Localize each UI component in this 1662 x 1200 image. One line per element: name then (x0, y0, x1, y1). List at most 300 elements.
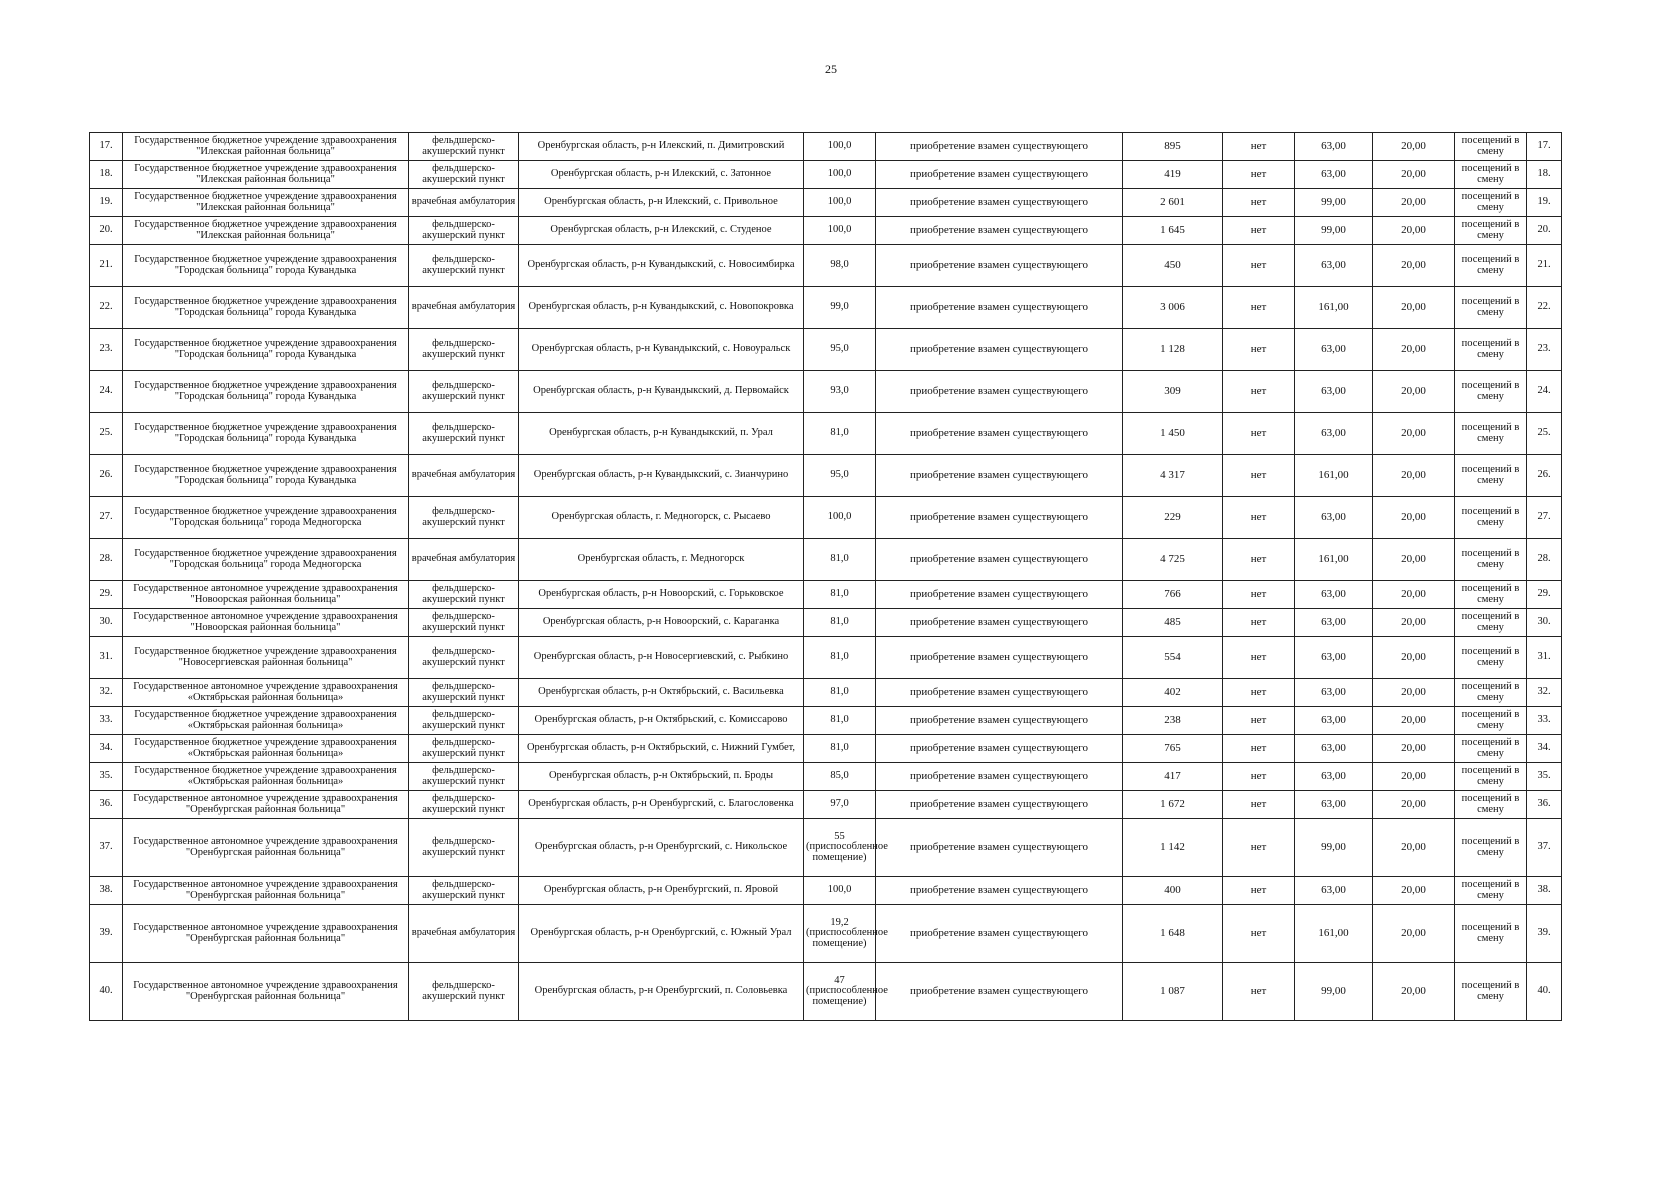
value-1-cell: 63,00 (1295, 581, 1373, 609)
value-2-cell: 20,00 (1373, 455, 1455, 497)
flag-cell: нет (1223, 329, 1295, 371)
facility-type-cell: фельдшерско-акушерский пункт (409, 329, 519, 371)
row-number-right-cell: 17. (1527, 133, 1562, 161)
population-cell: 485 (1123, 609, 1223, 637)
area-cell: 47 (приспособленное помещение) (804, 963, 876, 1021)
row-number-cell: 35. (90, 763, 123, 791)
flag-cell: нет (1223, 371, 1295, 413)
facility-type-cell: фельдшерско-акушерский пункт (409, 371, 519, 413)
value-1-cell: 63,00 (1295, 637, 1373, 679)
value-1-cell: 161,00 (1295, 905, 1373, 963)
action-cell: приобретение взамен существующего (876, 413, 1123, 455)
action-cell: приобретение взамен существующего (876, 539, 1123, 581)
organization-cell: Государственное бюджетное учреждение здравоохранения «Октябрьская районная больница» (123, 707, 409, 735)
area-cell: 81,0 (804, 539, 876, 581)
row-number-right-cell: 36. (1527, 791, 1562, 819)
value-2-cell: 20,00 (1373, 877, 1455, 905)
area-cell: 100,0 (804, 189, 876, 217)
organization-cell: Государственное бюджетное учреждение здравоохранения "Городская больница" города Кувандыка (123, 371, 409, 413)
row-number-right-cell: 22. (1527, 287, 1562, 329)
area-cell: 81,0 (804, 637, 876, 679)
unit-cell: посещений в смену (1455, 581, 1527, 609)
flag-cell: нет (1223, 763, 1295, 791)
unit-cell: посещений в смену (1455, 905, 1527, 963)
facility-type-cell: фельдшерско-акушерский пункт (409, 791, 519, 819)
value-2-cell: 20,00 (1373, 581, 1455, 609)
row-number-cell: 28. (90, 539, 123, 581)
value-1-cell: 99,00 (1295, 963, 1373, 1021)
facility-type-cell: фельдшерско-акушерский пункт (409, 819, 519, 877)
population-cell: 309 (1123, 371, 1223, 413)
area-cell: 81,0 (804, 735, 876, 763)
row-number-cell: 17. (90, 133, 123, 161)
flag-cell: нет (1223, 679, 1295, 707)
action-cell: приобретение взамен существующего (876, 161, 1123, 189)
organization-cell: Государственное бюджетное учреждение здравоохранения "Городская больница" города Кувандыка (123, 455, 409, 497)
address-cell: Оренбургская область, р-н Оренбургский, с. Южный Урал (519, 905, 804, 963)
unit-cell: посещений в смену (1455, 413, 1527, 455)
organization-cell: Государственное автономное учреждение здравоохранения "Оренбургская районная больница" (123, 819, 409, 877)
organization-cell: Государственное бюджетное учреждение здравоохранения "Илекская районная больница" (123, 161, 409, 189)
row-number-cell: 19. (90, 189, 123, 217)
action-cell: приобретение взамен существующего (876, 609, 1123, 637)
population-cell: 229 (1123, 497, 1223, 539)
area-cell: 99,0 (804, 287, 876, 329)
row-number-right-cell: 20. (1527, 217, 1562, 245)
address-cell: Оренбургская область, р-н Кувандыкский, с. Зианчурино (519, 455, 804, 497)
value-2-cell: 20,00 (1373, 637, 1455, 679)
unit-cell: посещений в смену (1455, 735, 1527, 763)
row-number-cell: 32. (90, 679, 123, 707)
unit-cell: посещений в смену (1455, 217, 1527, 245)
organization-cell: Государственное бюджетное учреждение здравоохранения "Городская больница" города Медногорска (123, 539, 409, 581)
flag-cell: нет (1223, 413, 1295, 455)
value-1-cell: 63,00 (1295, 133, 1373, 161)
row-number-right-cell: 37. (1527, 819, 1562, 877)
address-cell: Оренбургская область, р-н Новосергиевский, с. Рыбкино (519, 637, 804, 679)
value-1-cell: 63,00 (1295, 413, 1373, 455)
action-cell: приобретение взамен существующего (876, 455, 1123, 497)
facility-type-cell: фельдшерско-акушерский пункт (409, 707, 519, 735)
area-cell: 93,0 (804, 371, 876, 413)
address-cell: Оренбургская область, р-н Кувандыкский, д. Первомайск (519, 371, 804, 413)
row-number-cell: 18. (90, 161, 123, 189)
action-cell: приобретение взамен существующего (876, 581, 1123, 609)
flag-cell: нет (1223, 245, 1295, 287)
facility-type-cell: врачебная амбулатория (409, 905, 519, 963)
action-cell: приобретение взамен существующего (876, 287, 1123, 329)
row-number-cell: 22. (90, 287, 123, 329)
row-number-cell: 29. (90, 581, 123, 609)
organization-cell: Государственное бюджетное учреждение здравоохранения "Илекская районная больница" (123, 217, 409, 245)
flag-cell: нет (1223, 161, 1295, 189)
population-cell: 238 (1123, 707, 1223, 735)
row-number-cell: 33. (90, 707, 123, 735)
unit-cell: посещений в смену (1455, 287, 1527, 329)
flag-cell: нет (1223, 735, 1295, 763)
population-cell: 4 725 (1123, 539, 1223, 581)
table-row (90, 819, 1562, 877)
row-number-cell: 20. (90, 217, 123, 245)
organization-cell: Государственное бюджетное учреждение здравоохранения "Городская больница" города Кувандыка (123, 329, 409, 371)
facility-type-cell: врачебная амбулатория (409, 287, 519, 329)
organization-cell: Государственное бюджетное учреждение здравоохранения "Городская больница" города Кувандыка (123, 245, 409, 287)
flag-cell: нет (1223, 963, 1295, 1021)
address-cell: Оренбургская область, р-н Оренбургский, с. Благословенка (519, 791, 804, 819)
organization-cell: Государственное автономное учреждение здравоохранения "Оренбургская районная больница" (123, 905, 409, 963)
address-cell: Оренбургская область, р-н Оренбургский, с. Никольское (519, 819, 804, 877)
population-cell: 766 (1123, 581, 1223, 609)
value-2-cell: 20,00 (1373, 371, 1455, 413)
facility-type-cell: фельдшерско-акушерский пункт (409, 133, 519, 161)
facility-type-cell: фельдшерско-акушерский пункт (409, 609, 519, 637)
facility-type-cell: фельдшерско-акушерский пункт (409, 679, 519, 707)
row-number-right-cell: 39. (1527, 905, 1562, 963)
value-1-cell: 63,00 (1295, 679, 1373, 707)
address-cell: Оренбургская область, р-н Октябрьский, с. Нижний Гумбет, (519, 735, 804, 763)
population-cell: 895 (1123, 133, 1223, 161)
area-cell: 98,0 (804, 245, 876, 287)
address-cell: Оренбургская область, р-н Илекский, с. Студеное (519, 217, 804, 245)
table-row (90, 245, 1562, 287)
row-number-cell: 27. (90, 497, 123, 539)
value-1-cell: 63,00 (1295, 763, 1373, 791)
action-cell: приобретение взамен существующего (876, 877, 1123, 905)
row-number-right-cell: 34. (1527, 735, 1562, 763)
row-number-right-cell: 23. (1527, 329, 1562, 371)
facility-type-cell: фельдшерско-акушерский пункт (409, 413, 519, 455)
value-2-cell: 20,00 (1373, 161, 1455, 189)
action-cell: приобретение взамен существующего (876, 189, 1123, 217)
organization-cell: Государственное бюджетное учреждение здравоохранения "Илекская районная больница" (123, 189, 409, 217)
address-cell: Оренбургская область, р-н Октябрьский, с. Комиссарово (519, 707, 804, 735)
organization-cell: Государственное бюджетное учреждение здравоохранения «Октябрьская районная больница» (123, 763, 409, 791)
value-2-cell: 20,00 (1373, 497, 1455, 539)
action-cell: приобретение взамен существующего (876, 329, 1123, 371)
table-row (90, 877, 1562, 905)
unit-cell: посещений в смену (1455, 609, 1527, 637)
organization-cell: Государственное бюджетное учреждение здравоохранения "Илекская районная больница" (123, 133, 409, 161)
row-number-cell: 30. (90, 609, 123, 637)
area-cell: 95,0 (804, 329, 876, 371)
area-cell: 81,0 (804, 707, 876, 735)
organization-cell: Государственное автономное учреждение здравоохранения "Оренбургская районная больница" (123, 963, 409, 1021)
action-cell: приобретение взамен существующего (876, 497, 1123, 539)
action-cell: приобретение взамен существующего (876, 217, 1123, 245)
action-cell: приобретение взамен существующего (876, 679, 1123, 707)
facility-type-cell: фельдшерско-акушерский пункт (409, 877, 519, 905)
value-1-cell: 63,00 (1295, 497, 1373, 539)
value-1-cell: 99,00 (1295, 819, 1373, 877)
area-cell: 100,0 (804, 161, 876, 189)
value-1-cell: 63,00 (1295, 161, 1373, 189)
value-2-cell: 20,00 (1373, 679, 1455, 707)
population-cell: 402 (1123, 679, 1223, 707)
value-1-cell: 63,00 (1295, 609, 1373, 637)
area-cell: 81,0 (804, 609, 876, 637)
unit-cell: посещений в смену (1455, 245, 1527, 287)
action-cell: приобретение взамен существующего (876, 763, 1123, 791)
row-number-right-cell: 24. (1527, 371, 1562, 413)
value-2-cell: 20,00 (1373, 539, 1455, 581)
address-cell: Оренбургская область, р-н Кувандыкский, с. Новоуральск (519, 329, 804, 371)
organization-cell: Государственное бюджетное учреждение здравоохранения "Новосергиевская районная больница" (123, 637, 409, 679)
action-cell: приобретение взамен существующего (876, 637, 1123, 679)
unit-cell: посещений в смену (1455, 763, 1527, 791)
flag-cell: нет (1223, 539, 1295, 581)
row-number-cell: 31. (90, 637, 123, 679)
value-2-cell: 20,00 (1373, 819, 1455, 877)
address-cell: Оренбургская область, р-н Октябрьский, с. Васильевка (519, 679, 804, 707)
facility-type-cell: фельдшерско-акушерский пункт (409, 245, 519, 287)
row-number-cell: 21. (90, 245, 123, 287)
area-cell: 95,0 (804, 455, 876, 497)
value-1-cell: 63,00 (1295, 791, 1373, 819)
flag-cell: нет (1223, 707, 1295, 735)
table-row (90, 287, 1562, 329)
facility-type-cell: врачебная амбулатория (409, 539, 519, 581)
flag-cell: нет (1223, 455, 1295, 497)
facility-type-cell: фельдшерско-акушерский пункт (409, 763, 519, 791)
population-cell: 4 317 (1123, 455, 1223, 497)
facility-type-cell: фельдшерско-акушерский пункт (409, 637, 519, 679)
value-1-cell: 63,00 (1295, 877, 1373, 905)
population-cell: 1 645 (1123, 217, 1223, 245)
table-row (90, 329, 1562, 371)
row-number-right-cell: 35. (1527, 763, 1562, 791)
value-2-cell: 20,00 (1373, 963, 1455, 1021)
value-2-cell: 20,00 (1373, 707, 1455, 735)
population-cell: 400 (1123, 877, 1223, 905)
organization-cell: Государственное автономное учреждение здравоохранения «Октябрьская районная больница» (123, 679, 409, 707)
organization-cell: Государственное автономное учреждение здравоохранения "Новоорская районная больница" (123, 581, 409, 609)
address-cell: Оренбургская область, г. Медногорск, с. Рысаево (519, 497, 804, 539)
action-cell: приобретение взамен существующего (876, 133, 1123, 161)
table-row (90, 763, 1562, 791)
value-1-cell: 63,00 (1295, 245, 1373, 287)
facility-type-cell: фельдшерско-акушерский пункт (409, 161, 519, 189)
address-cell: Оренбургская область, р-н Кувандыкский, с. Новопокровка (519, 287, 804, 329)
area-cell: 100,0 (804, 133, 876, 161)
row-number-right-cell: 40. (1527, 963, 1562, 1021)
area-cell: 97,0 (804, 791, 876, 819)
value-2-cell: 20,00 (1373, 791, 1455, 819)
row-number-cell: 23. (90, 329, 123, 371)
action-cell: приобретение взамен существующего (876, 371, 1123, 413)
value-1-cell: 99,00 (1295, 217, 1373, 245)
value-1-cell: 161,00 (1295, 287, 1373, 329)
area-cell: 100,0 (804, 497, 876, 539)
address-cell: Оренбургская область, р-н Оренбургский, п. Соловьевка (519, 963, 804, 1021)
unit-cell: посещений в смену (1455, 707, 1527, 735)
page-number: 25 (825, 62, 837, 76)
table-row (90, 413, 1562, 455)
action-cell: приобретение взамен существующего (876, 819, 1123, 877)
facility-type-cell: врачебная амбулатория (409, 189, 519, 217)
table-row (90, 735, 1562, 763)
population-cell: 1 142 (1123, 819, 1223, 877)
table-row (90, 707, 1562, 735)
value-1-cell: 99,00 (1295, 189, 1373, 217)
row-number-right-cell: 25. (1527, 413, 1562, 455)
area-cell: 81,0 (804, 581, 876, 609)
area-cell: 19,2 (приспособленное помещение) (804, 905, 876, 963)
population-cell: 554 (1123, 637, 1223, 679)
area-cell: 81,0 (804, 413, 876, 455)
address-cell: Оренбургская область, р-н Илекский, п. Димитровский (519, 133, 804, 161)
value-2-cell: 20,00 (1373, 905, 1455, 963)
row-number-cell: 25. (90, 413, 123, 455)
facility-type-cell: фельдшерско-акушерский пункт (409, 581, 519, 609)
area-cell: 85,0 (804, 763, 876, 791)
address-cell: Оренбургская область, р-н Кувандыкский, п. Урал (519, 413, 804, 455)
table-row (90, 963, 1562, 1021)
flag-cell: нет (1223, 287, 1295, 329)
address-cell: Оренбургская область, р-н Илекский, с. Привольное (519, 189, 804, 217)
population-cell: 417 (1123, 763, 1223, 791)
action-cell: приобретение взамен существующего (876, 735, 1123, 763)
row-number-right-cell: 30. (1527, 609, 1562, 637)
address-cell: Оренбургская область, р-н Оренбургский, п. Яровой (519, 877, 804, 905)
table-row (90, 637, 1562, 679)
row-number-right-cell: 27. (1527, 497, 1562, 539)
table-row (90, 189, 1562, 217)
organization-cell: Государственное бюджетное учреждение здравоохранения "Городская больница" города Кувандыка (123, 413, 409, 455)
table-row (90, 791, 1562, 819)
value-1-cell: 63,00 (1295, 371, 1373, 413)
population-cell: 1 672 (1123, 791, 1223, 819)
table-row (90, 217, 1562, 245)
unit-cell: посещений в смену (1455, 679, 1527, 707)
unit-cell: посещений в смену (1455, 133, 1527, 161)
unit-cell: посещений в смену (1455, 877, 1527, 905)
row-number-right-cell: 18. (1527, 161, 1562, 189)
value-2-cell: 20,00 (1373, 735, 1455, 763)
organization-cell: Государственное автономное учреждение здравоохранения "Оренбургская районная больница" (123, 877, 409, 905)
unit-cell: посещений в смену (1455, 539, 1527, 581)
organization-cell: Государственное автономное учреждение здравоохранения "Оренбургская районная больница" (123, 791, 409, 819)
population-cell: 1 128 (1123, 329, 1223, 371)
value-2-cell: 20,00 (1373, 217, 1455, 245)
row-number-cell: 36. (90, 791, 123, 819)
table-row (90, 133, 1562, 161)
row-number-cell: 38. (90, 877, 123, 905)
unit-cell: посещений в смену (1455, 161, 1527, 189)
action-cell: приобретение взамен существующего (876, 791, 1123, 819)
facilities-table (89, 132, 1562, 1021)
address-cell: Оренбургская область, р-н Октябрьский, п. Броды (519, 763, 804, 791)
table-row (90, 609, 1562, 637)
action-cell: приобретение взамен существующего (876, 707, 1123, 735)
table-row (90, 581, 1562, 609)
population-cell: 1 450 (1123, 413, 1223, 455)
unit-cell: посещений в смену (1455, 455, 1527, 497)
unit-cell: посещений в смену (1455, 819, 1527, 877)
row-number-cell: 24. (90, 371, 123, 413)
row-number-cell: 37. (90, 819, 123, 877)
value-2-cell: 20,00 (1373, 413, 1455, 455)
row-number-right-cell: 26. (1527, 455, 1562, 497)
facility-type-cell: фельдшерско-акушерский пункт (409, 217, 519, 245)
table-row (90, 539, 1562, 581)
flag-cell: нет (1223, 791, 1295, 819)
flag-cell: нет (1223, 819, 1295, 877)
flag-cell: нет (1223, 581, 1295, 609)
row-number-right-cell: 31. (1527, 637, 1562, 679)
population-cell: 419 (1123, 161, 1223, 189)
unit-cell: посещений в смену (1455, 329, 1527, 371)
address-cell: Оренбургская область, р-н Новоорский, с. Горьковское (519, 581, 804, 609)
value-1-cell: 63,00 (1295, 329, 1373, 371)
facility-type-cell: фельдшерско-акушерский пункт (409, 963, 519, 1021)
value-2-cell: 20,00 (1373, 609, 1455, 637)
value-2-cell: 20,00 (1373, 189, 1455, 217)
facility-type-cell: врачебная амбулатория (409, 455, 519, 497)
value-2-cell: 20,00 (1373, 329, 1455, 371)
row-number-cell: 34. (90, 735, 123, 763)
population-cell: 1 087 (1123, 963, 1223, 1021)
organization-cell: Государственное бюджетное учреждение здравоохранения "Городская больница" города Кувандыка (123, 287, 409, 329)
value-2-cell: 20,00 (1373, 133, 1455, 161)
flag-cell: нет (1223, 189, 1295, 217)
unit-cell: посещений в смену (1455, 497, 1527, 539)
row-number-right-cell: 19. (1527, 189, 1562, 217)
value-1-cell: 161,00 (1295, 539, 1373, 581)
flag-cell: нет (1223, 217, 1295, 245)
address-cell: Оренбургская область, р-н Новоорский, с. Караганка (519, 609, 804, 637)
unit-cell: посещений в смену (1455, 637, 1527, 679)
facility-type-cell: фельдшерско-акушерский пункт (409, 735, 519, 763)
flag-cell: нет (1223, 637, 1295, 679)
address-cell: Оренбургская область, р-н Кувандыкский, с. Новосимбирка (519, 245, 804, 287)
value-2-cell: 20,00 (1373, 287, 1455, 329)
population-cell: 1 648 (1123, 905, 1223, 963)
table-row (90, 161, 1562, 189)
action-cell: приобретение взамен существующего (876, 963, 1123, 1021)
unit-cell: посещений в смену (1455, 791, 1527, 819)
value-1-cell: 161,00 (1295, 455, 1373, 497)
row-number-cell: 39. (90, 905, 123, 963)
facility-type-cell: фельдшерско-акушерский пункт (409, 497, 519, 539)
unit-cell: посещений в смену (1455, 371, 1527, 413)
unit-cell: посещений в смену (1455, 963, 1527, 1021)
value-2-cell: 20,00 (1373, 245, 1455, 287)
table-row (90, 497, 1562, 539)
address-cell: Оренбургская область, г. Медногорск (519, 539, 804, 581)
row-number-right-cell: 32. (1527, 679, 1562, 707)
organization-cell: Государственное автономное учреждение здравоохранения "Новоорская районная больница" (123, 609, 409, 637)
table-row (90, 455, 1562, 497)
flag-cell: нет (1223, 905, 1295, 963)
flag-cell: нет (1223, 497, 1295, 539)
row-number-right-cell: 29. (1527, 581, 1562, 609)
area-cell: 100,0 (804, 217, 876, 245)
action-cell: приобретение взамен существующего (876, 245, 1123, 287)
table-row (90, 905, 1562, 963)
row-number-right-cell: 38. (1527, 877, 1562, 905)
row-number-right-cell: 28. (1527, 539, 1562, 581)
address-cell: Оренбургская область, р-н Илекский, с. Затонное (519, 161, 804, 189)
value-2-cell: 20,00 (1373, 763, 1455, 791)
table-row (90, 371, 1562, 413)
organization-cell: Государственное бюджетное учреждение здравоохранения «Октябрьская районная больница» (123, 735, 409, 763)
flag-cell: нет (1223, 877, 1295, 905)
unit-cell: посещений в смену (1455, 189, 1527, 217)
value-1-cell: 63,00 (1295, 735, 1373, 763)
value-1-cell: 63,00 (1295, 707, 1373, 735)
population-cell: 765 (1123, 735, 1223, 763)
row-number-cell: 40. (90, 963, 123, 1021)
